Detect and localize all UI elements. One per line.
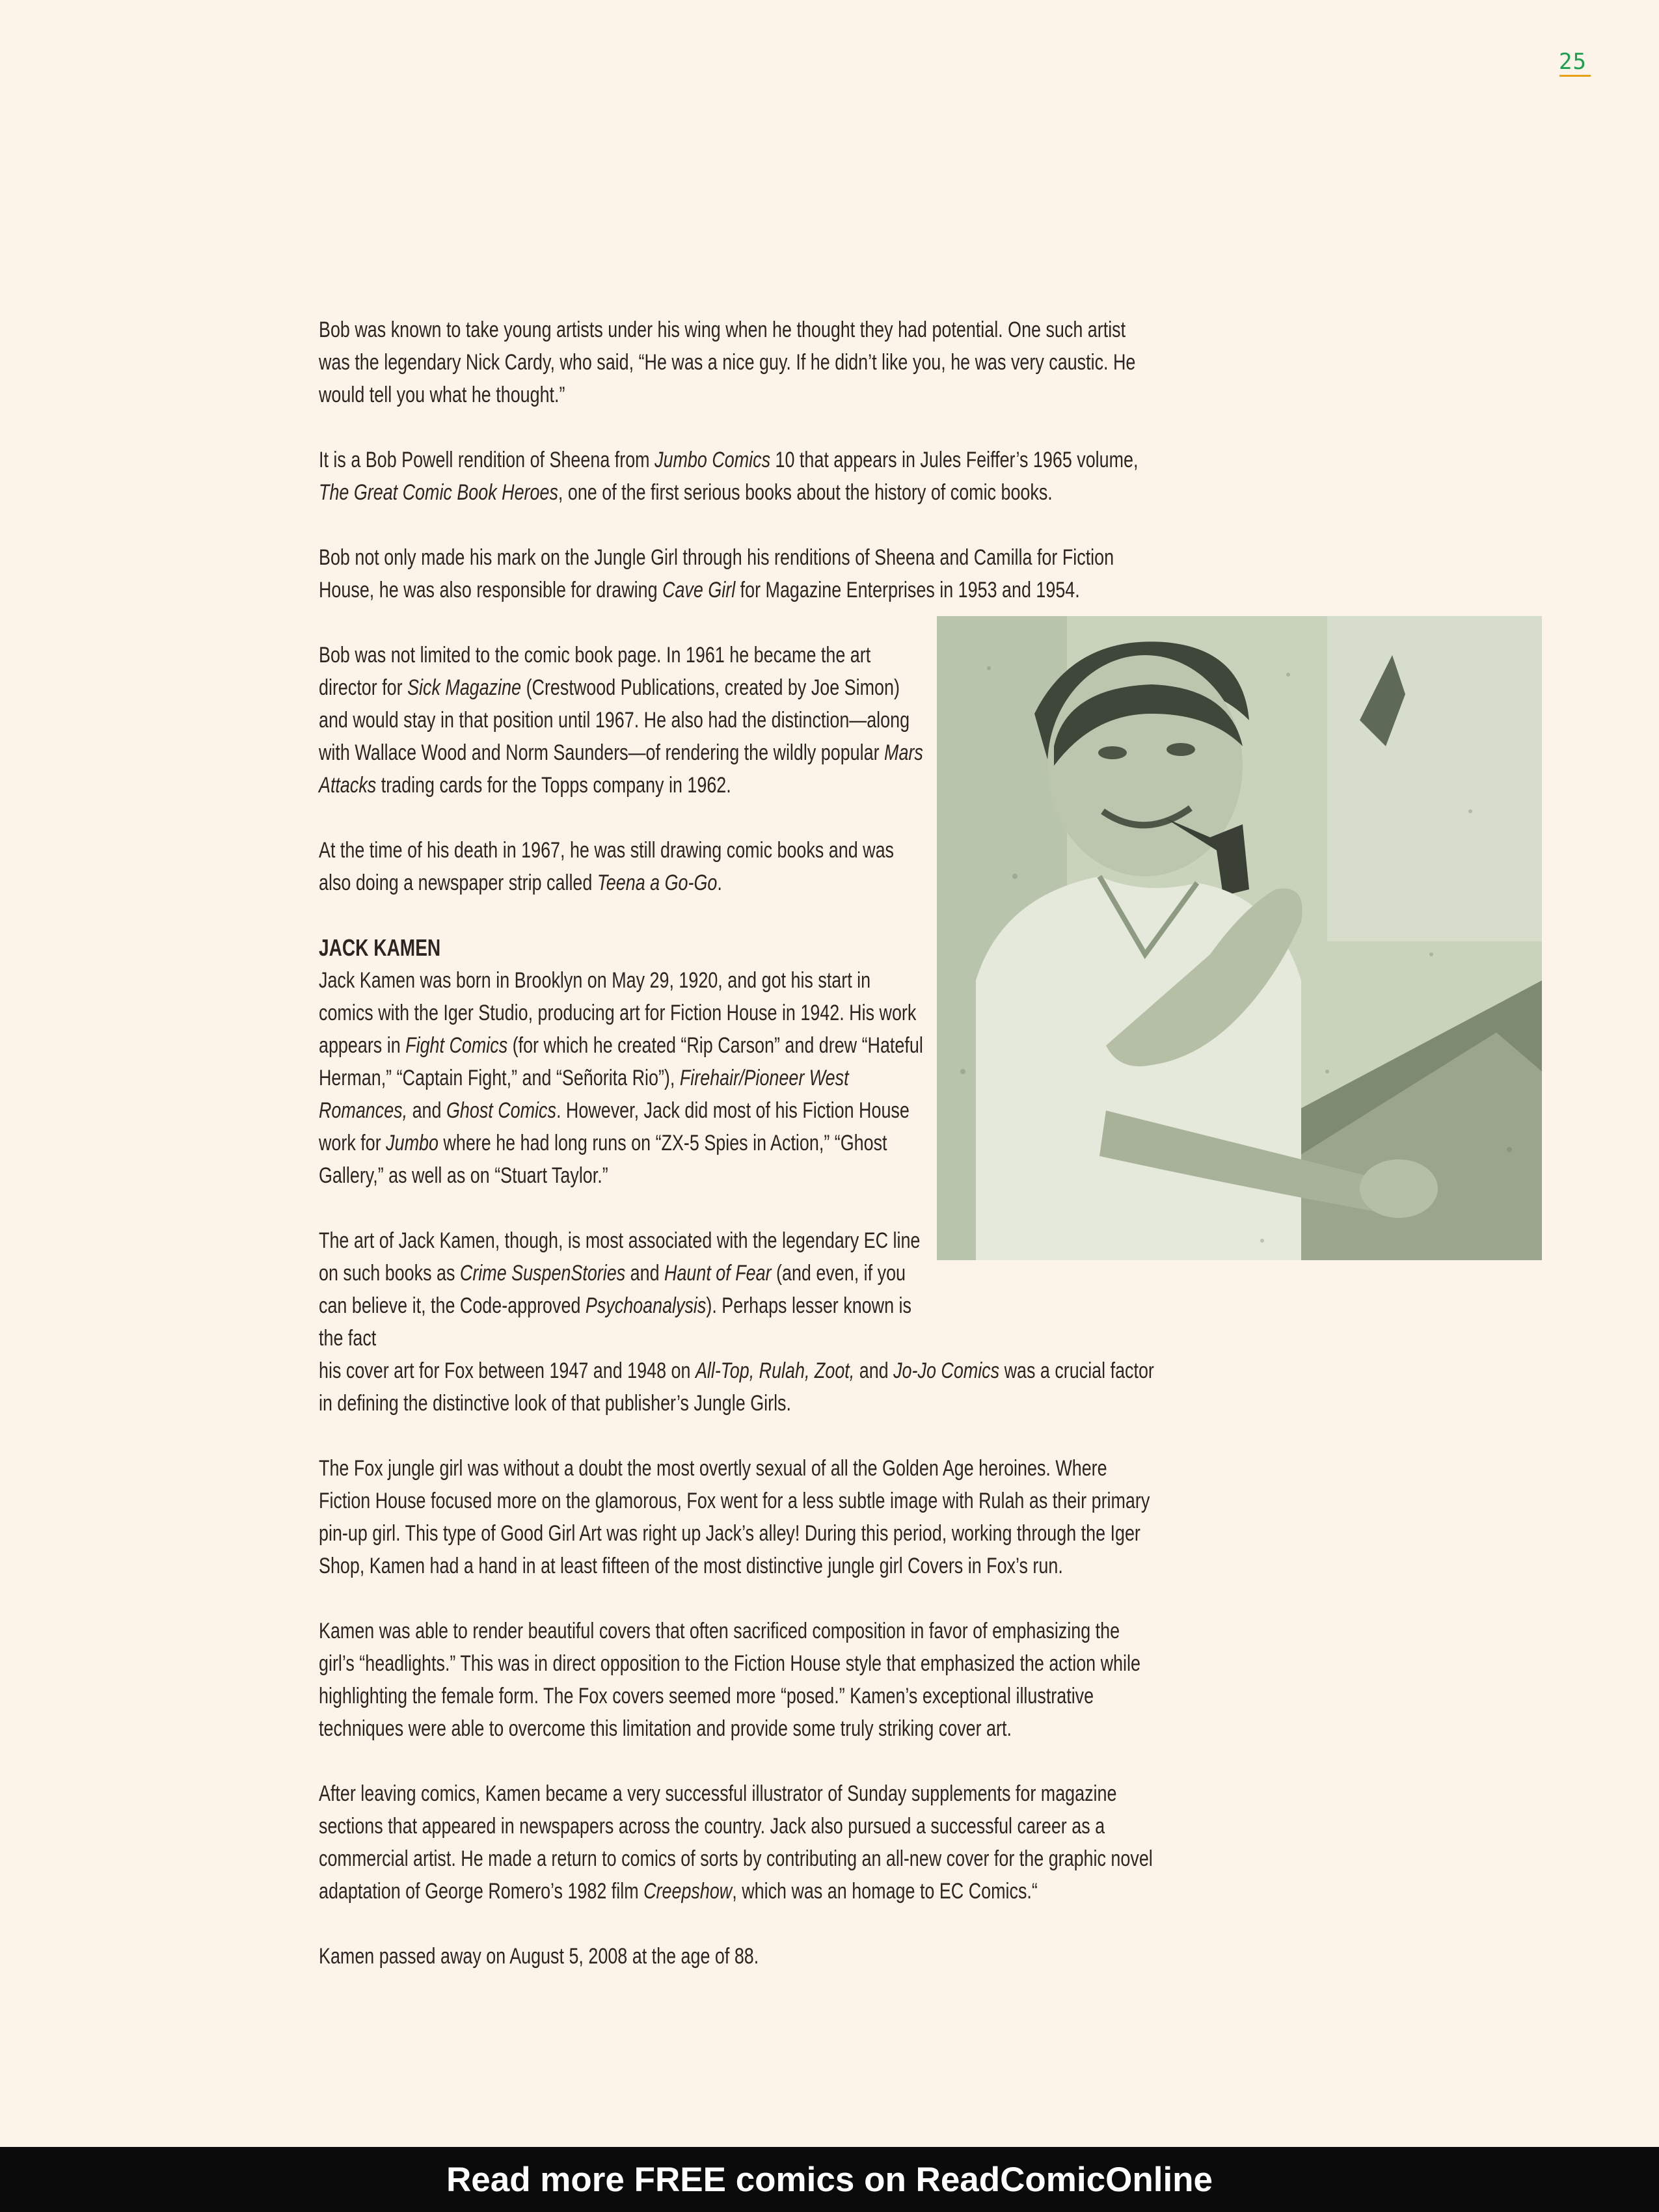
page-number: 25 xyxy=(1559,49,1587,75)
page-number-underline xyxy=(1559,75,1591,77)
paragraph-2: It is a Bob Powell rendition of Sheena from Jumbo Comics 10 that appears in Jules Feiffer’s 1965 volume, The Great Comic Book Heroes, one of the first serious books about the history of comic books. xyxy=(319,448,1139,505)
paragraph-6: Jack Kamen was born in Brooklyn on May 29, 1920, and got his start in comics with the Iger Studio, producing art for Fiction House in 1942. His work appears in Fight Comics (for which he created “Rip Carson” and drew “Hateful Herman,” “Captain Fight,” and “Señorita Rio”), Firehair/Pioneer West Romances, and Ghost Comics. However, Jack did most of his Fiction House work for Jumbo where he had long runs on “ZX-5 Spies in Action,” “Ghost Gallery,” as well as on “Stuart Taylor.” xyxy=(319,968,923,1188)
paragraph-3: Bob not only made his mark on the Jungle Girl through his renditions of Sheena and Camilla for Fiction House, he was also responsible for drawing Cave Girl for Magazine Enterprises in 1953 and 1954. xyxy=(319,545,1114,602)
paragraph-4: Bob was not limited to the comic book page. In 1961 he became the art director for Sick Magazine (Crestwood Publications, created by Joe Simon) and would stay in that position until 1967. He also had the distinction—along with Wallace Wood and Norm Saunders—of rendering the wildly popular Mars Attacks trading cards for the Topps company in 1962. xyxy=(319,643,923,798)
paragraph-9: Kamen was able to render beautiful covers that often sacrificed composition in favor of emphasizing the girl’s “headlights.” This was in direct opposition to the Fiction House style that emphasized the action while highlighting the female form. The Fox covers seemed more “posed.” Kamen’s exceptional illustrative techniques were able to overcome this limitation and provide some truly striking cover art. xyxy=(319,1619,1140,1741)
paragraph-11: Kamen passed away on August 5, 2008 at the age of 88. xyxy=(319,1944,759,1969)
paragraph-5: At the time of his death in 1967, he was still drawing comic books and was also doing a newspaper strip called Teena a Go-Go. xyxy=(319,838,895,895)
paragraph-1: Bob was known to take young artists under his wing when he thought they had potential. One such artist was the legendary Nick Cardy, who said, “He was a nice guy. If he didn’t like you, he was very caustic. He would tell you what he thought.” xyxy=(319,317,1136,407)
promo-banner[interactable] xyxy=(0,2147,1659,2212)
paragraph-7: The art of Jack Kamen, though, is most associated with the legendary EC line on such books as Crime SuspenStories and Haunt of Fear (and even, if you can believe it, the Code-approved Psychoanalysis). Perhaps lesser known is the fact his cover art for Fox between 1947 and 1948 on All-Top, Rulah, Zoot, and Jo-Jo Comics was a crucial factor in defining the distinctive look of that publisher’s Jungle Girls. xyxy=(319,1228,1154,1416)
promo-banner-text[interactable]: Read more FREE comics on ReadComicOnline xyxy=(446,2160,1213,2199)
paragraph-8: The Fox jungle girl was without a doubt the most overtly sexual of all the Golden Age heroines. Where Fiction House focused more on the glamorous, Fox went for a less subtle image with Rulah as their primary pin-up girl. This type of Good Girl Art was right up Jack’s alley! During this period, working through the Iger Shop, Kamen had a hand in at least fifteen of the most distinctive jungle girl Covers in Fox’s run. xyxy=(319,1456,1150,1578)
paragraph-10: After leaving comics, Kamen became a very successful illustrator of Sunday supplements for magazine sections that appeared in newspapers across the country. Jack also pursued a successful career as a commercial artist. He made a return to comics of sorts by contributing an all-new cover for the graphic novel adaptation of George Romero’s 1982 film Creepshow, which was an homage to EC Comics.“ xyxy=(319,1781,1153,1904)
section-heading: JACK KAMEN xyxy=(319,934,441,961)
article-body xyxy=(319,314,1156,2005)
